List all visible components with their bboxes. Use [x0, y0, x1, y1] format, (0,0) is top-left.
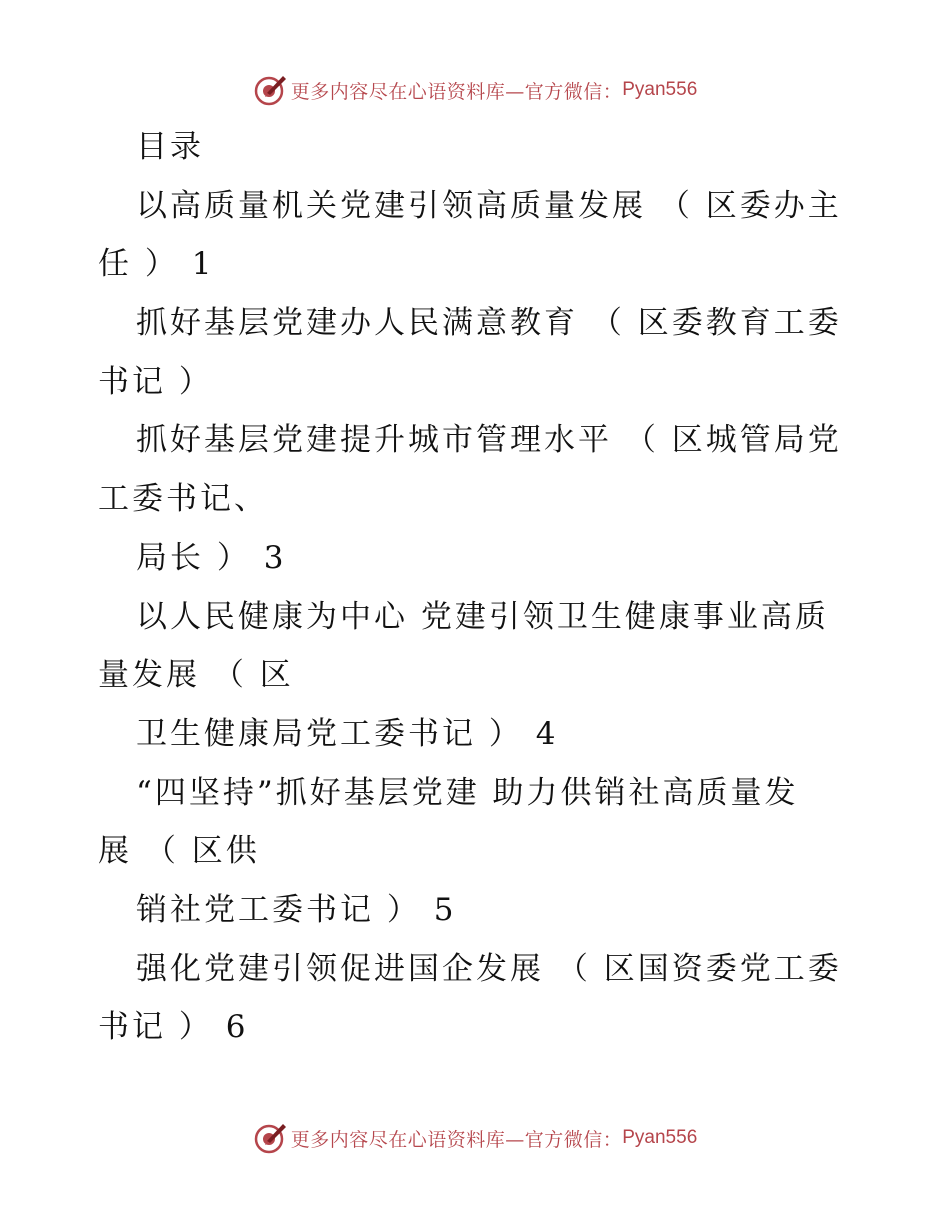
toc-title: 目录 [136, 129, 204, 165]
toc-line: 以高质量机关党建引领高质量发展 （ 区委办主 [136, 187, 842, 224]
toc-line: 强化党建引领促进国企发展 （ 区国资委党工委 [136, 950, 842, 987]
header-banner [0, 70, 950, 110]
toc-line: 卫生健康局党工委书记 ） 4 [136, 715, 559, 752]
footer-banner [0, 1118, 950, 1158]
toc-line: 展 （ 区供 [98, 833, 260, 870]
toc-line: 以人民健康为中心 党建引领卫生健康事业高质 [136, 598, 829, 635]
pen-seal-logo [253, 73, 287, 107]
banner-wechat-id: Pyan556 [622, 79, 698, 100]
banner-text: 更多内容尽在心语资料库—官方微信： [290, 80, 623, 103]
toc-line: 销社党工委书记 ） 5 [136, 891, 457, 928]
table-of-contents [98, 118, 858, 1057]
toc-line: 抓好基层党建办人民满意教育 （ 区委教育工委 [136, 305, 842, 342]
toc-line: 工委书记、 [98, 481, 268, 518]
toc-line: 局长 ） 3 [136, 539, 287, 576]
toc-line: 任 ） 1 [98, 246, 215, 283]
toc-line: 量发展 （ 区 [98, 657, 294, 694]
banner-wechat-id: Pyan556 [622, 1127, 698, 1148]
toc-line: “四坚持”抓好基层党建 助力供销社高质量发 [136, 774, 799, 811]
toc-line: 书记 ） 6 [98, 1009, 249, 1046]
toc-line: 书记 ） [98, 363, 213, 400]
pen-seal-logo [253, 1121, 287, 1155]
banner-text: 更多内容尽在心语资料库—官方微信： [290, 1128, 623, 1151]
toc-line: 抓好基层党建提升城市管理水平 （ 区城管局党 [136, 422, 842, 459]
